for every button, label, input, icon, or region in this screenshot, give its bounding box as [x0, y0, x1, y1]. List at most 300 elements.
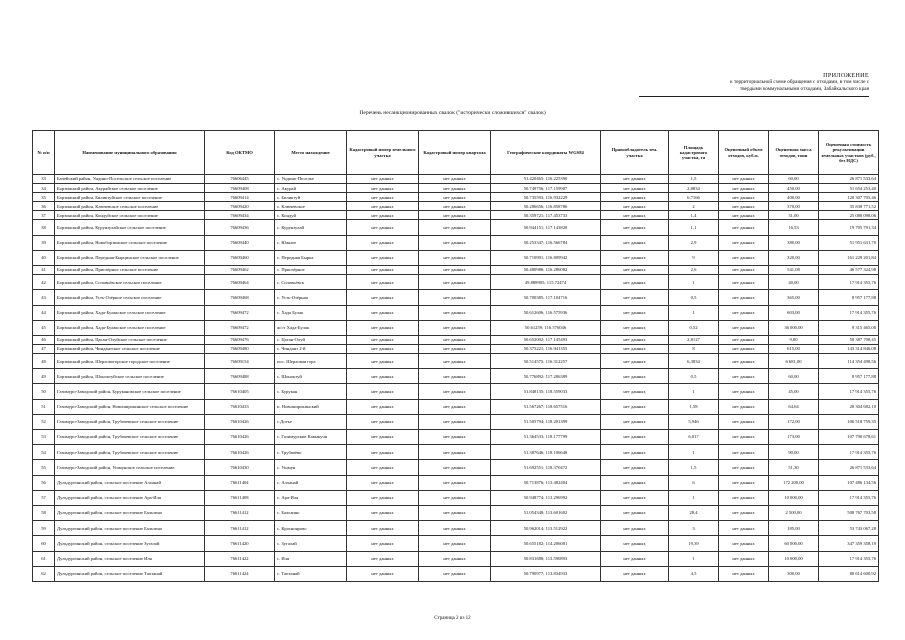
- coords-cell: 51.364533; 118.177799: [491, 430, 601, 445]
- coords-cell: 50.713876; 113.482404: [491, 475, 601, 490]
- volume-cell: нет данных: [719, 193, 769, 202]
- volume-cell: нет данных: [719, 445, 769, 460]
- location-cell: с. Ара-Иля: [275, 490, 347, 505]
- location-cell: с. Кондуй: [275, 211, 347, 220]
- mass-cell: 172 200,00: [769, 475, 819, 490]
- cost-cell: 25 080 098,06: [819, 211, 879, 220]
- location-cell: с.Догъе: [275, 414, 347, 429]
- owner-cell: нет данных: [601, 399, 669, 414]
- area-cell: 5,946: [669, 414, 719, 429]
- volume-cell: нет данных: [719, 430, 769, 445]
- cad-quarter-cell: нет данных: [419, 344, 491, 353]
- table-row: [33, 490, 879, 505]
- owner-cell: нет данных: [601, 384, 669, 399]
- row-number: 45: [33, 320, 55, 335]
- cad-quarter-cell: нет данных: [419, 475, 491, 490]
- oktmo-cell: 76610426: [205, 414, 275, 429]
- location-cell: с. Передняя Бырка: [275, 250, 347, 265]
- area-cell: 2,9: [669, 235, 719, 250]
- table-row: [33, 305, 879, 320]
- owner-cell: нет данных: [601, 490, 669, 505]
- cad-quarter-cell: нет данных: [419, 536, 491, 551]
- cost-cell: 17 914 355,76: [819, 384, 879, 399]
- location-cell: с. Акурай: [275, 184, 347, 193]
- row-number: 38: [33, 220, 55, 235]
- table-row: [33, 430, 879, 445]
- cost-cell: 106 518 759,35: [819, 414, 879, 429]
- owner-cell: нет данных: [601, 175, 669, 184]
- volume-cell: нет данных: [719, 290, 769, 305]
- volume-cell: нет данных: [719, 414, 769, 429]
- cad-quarter-cell: нет данных: [419, 460, 491, 475]
- table-body: [33, 175, 879, 582]
- mass-cell: 60,00: [769, 369, 819, 384]
- mass-cell: 6 681,00: [769, 354, 819, 369]
- coords-cell: 51.420465; 116.225390: [491, 175, 601, 184]
- header-num: № п/п: [33, 131, 55, 175]
- location-cell: с. Курунзулай: [275, 220, 347, 235]
- area-cell: 6,3834: [669, 354, 719, 369]
- volume-cell: нет данных: [719, 335, 769, 344]
- location-cell: с. Биликтуй: [275, 193, 347, 202]
- row-number: 39: [33, 235, 55, 250]
- volume-cell: нет данных: [719, 566, 769, 581]
- owner-cell: нет данных: [601, 566, 669, 581]
- table-row: [33, 175, 879, 184]
- cost-cell: 17 914 355,76: [819, 551, 879, 566]
- cad-quarter-cell: нет данных: [419, 184, 491, 193]
- location-cell: с. Южное: [275, 235, 347, 250]
- table-row: [33, 369, 879, 384]
- row-number: 49: [33, 369, 55, 384]
- table-row: [33, 320, 879, 335]
- row-number: 56: [33, 475, 55, 490]
- cost-cell: 508 767 703,58: [819, 505, 879, 520]
- oktmo-cell: 76610430: [205, 460, 275, 475]
- cost-cell: 107 790 678,61: [819, 430, 879, 445]
- volume-cell: нет данных: [719, 384, 769, 399]
- cad-parcel-cell: нет данных: [347, 490, 419, 505]
- location-cell: с. Таптанай: [275, 566, 347, 581]
- area-cell: 1,58: [669, 399, 719, 414]
- cad-quarter-cell: нет данных: [419, 505, 491, 520]
- table-row: [33, 235, 879, 250]
- oktmo-cell: 76610433: [205, 399, 275, 414]
- cad-parcel-cell: нет данных: [347, 445, 419, 460]
- cad-quarter-cell: нет данных: [419, 220, 491, 235]
- coords-cell: 51.692551; 118.370472: [491, 460, 601, 475]
- header-owner: Правообладатель зем. участка: [601, 131, 669, 175]
- oktmo-cell: 76609472: [205, 320, 275, 335]
- cad-quarter-cell: нет данных: [419, 414, 491, 429]
- owner-cell: нет данных: [601, 202, 669, 211]
- cost-cell: 347 359 358,19: [819, 536, 879, 551]
- volume-cell: нет данных: [719, 460, 769, 475]
- coords-cell: 50.735593; 116.932229: [491, 193, 601, 202]
- cad-parcel-cell: нет данных: [347, 475, 419, 490]
- oktmo-cell: 76609480: [205, 344, 275, 353]
- table-row: [33, 266, 879, 275]
- oktmo-cell: 76610426: [205, 445, 275, 460]
- header-location: Место нахождение: [275, 131, 347, 175]
- cad-parcel-cell: нет данных: [347, 460, 419, 475]
- volume-cell: нет данных: [719, 235, 769, 250]
- oktmo-cell: 76609468: [205, 290, 275, 305]
- row-number: 33: [33, 175, 55, 184]
- owner-cell: нет данных: [601, 460, 669, 475]
- area-cell: 1: [669, 384, 719, 399]
- table-row: [33, 202, 879, 211]
- table-header-row: [33, 131, 879, 175]
- municipality-cell: Борзинский район, Шерловогорское городское поселение: [55, 354, 205, 369]
- area-cell: 0,5: [669, 290, 719, 305]
- municipality-cell: Балейский район, Ундино-Посельское сельское поселение: [55, 175, 205, 184]
- table-caption: Перечень несанкционированных свалок ("исторически сложившихся" свалок): [359, 110, 546, 116]
- location-cell: с. Бурукан: [275, 384, 347, 399]
- cad-parcel-cell: нет данных: [347, 505, 419, 520]
- row-number: 47: [33, 344, 55, 353]
- area-cell: 1: [669, 305, 719, 320]
- location-cell: с. Ключевское: [275, 202, 347, 211]
- table-row: [33, 220, 879, 235]
- location-cell: с. Иля: [275, 551, 347, 566]
- owner-cell: нет данных: [601, 521, 669, 536]
- cad-quarter-cell: нет данных: [419, 430, 491, 445]
- row-number: 54: [33, 445, 55, 460]
- coords-cell: 50.359721; 117.453733: [491, 211, 601, 220]
- coords-cell: 50.710991; 116.809942: [491, 250, 601, 265]
- owner-cell: нет данных: [601, 290, 669, 305]
- location-cell: с. Трубачёво: [275, 445, 347, 460]
- row-number: 62: [33, 566, 55, 581]
- table-row: [33, 521, 879, 536]
- cad-quarter-cell: нет данных: [419, 290, 491, 305]
- oktmo-cell: 76611408: [205, 490, 275, 505]
- cad-quarter-cell: нет данных: [419, 275, 491, 290]
- appendix-line-2: твердыми коммунальными отходами, Забайкальского края: [739, 86, 869, 92]
- oktmo-cell: 76609460: [205, 250, 275, 265]
- row-number: 60: [33, 536, 55, 551]
- oktmo-cell: 76611424: [205, 566, 275, 581]
- row-number: 42: [33, 275, 55, 290]
- owner-cell: нет данных: [601, 369, 669, 384]
- oktmo-cell: 76609414: [205, 193, 275, 202]
- owner-cell: нет данных: [601, 250, 669, 265]
- area-cell: 1,1: [669, 220, 719, 235]
- mass-cell: 16,53: [769, 220, 819, 235]
- coords-cell: 51.505794; 118.201399: [491, 414, 601, 429]
- cad-parcel-cell: нет данных: [347, 344, 419, 353]
- municipality-cell: Борзинский район, Усть-Озёрное сельское поселение: [55, 290, 205, 305]
- municipality-cell: Дульдургинский район, сельское поселение Ара-Иля: [55, 490, 205, 505]
- table-row: [33, 536, 879, 551]
- cad-parcel-cell: нет данных: [347, 266, 419, 275]
- appendix-line-1: к территориальной схеме обращения с отходами, в том числе с: [730, 79, 869, 85]
- mass-cell: 370,00: [769, 202, 819, 211]
- cad-parcel-cell: нет данных: [347, 175, 419, 184]
- cad-quarter-cell: нет данных: [419, 266, 491, 275]
- oktmo-cell: 76609154: [205, 354, 275, 369]
- coords-cell: 50.790977; 113.834933: [491, 566, 601, 581]
- municipality-cell: Борзинский район, Акурайское сельское поселение: [55, 184, 205, 193]
- header-municipality: Наименование муниципального образования: [55, 131, 205, 175]
- oktmo-cell: 76609488: [205, 369, 275, 384]
- municipality-cell: Борзинский район, Передняя-Бырцинское сельское поселение: [55, 250, 205, 265]
- mass-cell: 40,00: [769, 275, 819, 290]
- cost-cell: 17 914 355,76: [819, 490, 879, 505]
- table-row: [33, 445, 879, 460]
- owner-cell: нет данных: [601, 475, 669, 490]
- owner-cell: нет данных: [601, 193, 669, 202]
- cad-parcel-cell: нет данных: [347, 305, 419, 320]
- cost-cell: 114 354 498,56: [819, 354, 879, 369]
- cost-cell: 35 838 771,52: [819, 202, 879, 211]
- coords-cell: 51.567267; 118.657516: [491, 399, 601, 414]
- coords-cell: 50.944151; 117.143828: [491, 220, 601, 235]
- coords-cell: 50.749756; 117.159907: [491, 184, 601, 193]
- header-mass: Оценочная масса отходов, тонн: [769, 131, 819, 175]
- location-cell: с. Хада Булак: [275, 305, 347, 320]
- owner-cell: нет данных: [601, 445, 669, 460]
- volume-cell: нет данных: [719, 175, 769, 184]
- coords-cell: 49.888905; 115.72474: [491, 275, 601, 290]
- municipality-cell: Борзинский район, Курунзулайское сельское поселение: [55, 220, 205, 235]
- cad-parcel-cell: нет данных: [347, 536, 419, 551]
- area-cell: 2: [669, 202, 719, 211]
- area-cell: 19,39: [669, 536, 719, 551]
- cad-quarter-cell: нет данных: [419, 399, 491, 414]
- area-cell: 2,8834: [669, 184, 719, 193]
- cost-cell: 28 304 682,10: [819, 399, 879, 414]
- row-number: 53: [33, 430, 55, 445]
- table-row: [33, 193, 879, 202]
- cad-parcel-cell: нет данных: [347, 551, 419, 566]
- municipality-cell: Газимуро-Заводский район, Ушмунское сельское поселение: [55, 460, 205, 475]
- area-cell: 2,8127: [669, 335, 719, 344]
- area-cell: 9: [669, 250, 719, 265]
- oktmo-cell: 76609420: [205, 202, 275, 211]
- municipality-cell: Борзинский район, Кондуйское сельское поселение: [55, 211, 205, 220]
- header-cad-quarter: Кадастровый номер квартала: [419, 131, 491, 175]
- mass-cell: 60,00: [769, 175, 819, 184]
- municipality-cell: Дульдургинский район, сельское поселение Зугалай: [55, 536, 205, 551]
- owner-cell: нет данных: [601, 505, 669, 520]
- area-cell: 3: [669, 521, 719, 536]
- mass-cell: 320,00: [769, 250, 819, 265]
- municipality-cell: Борзинский район, Хада-Булакское сельское поселение: [55, 320, 205, 335]
- oktmo-cell: 76611412: [205, 521, 275, 536]
- row-number: 41: [33, 266, 55, 275]
- owner-cell: нет данных: [601, 266, 669, 275]
- cad-parcel-cell: нет данных: [347, 220, 419, 235]
- cost-cell: 17 914 355,76: [819, 445, 879, 460]
- table-row: [33, 290, 879, 305]
- municipality-cell: Дульдургинский район, сельское поселение Бальзино: [55, 505, 205, 520]
- cad-parcel-cell: нет данных: [347, 320, 419, 335]
- municipality-cell: Газимуро-Заводский район, Новоширокинское сельское поселение: [55, 399, 205, 414]
- location-cell: с. Цаган-Олуй: [275, 335, 347, 344]
- mass-cell: 64,64: [769, 399, 819, 414]
- municipality-cell: Газимуро-Заводский район, Трубачевское сельское поселение: [55, 430, 205, 445]
- cad-parcel-cell: нет данных: [347, 250, 419, 265]
- appendix-block: [639, 72, 869, 97]
- mass-cell: 541,08: [769, 266, 819, 275]
- area-cell: 4,5: [669, 566, 719, 581]
- location-cell: ж/ст Хада-Булак: [275, 320, 347, 335]
- volume-cell: нет данных: [719, 344, 769, 353]
- header-oktmo: Код ОКТМО: [205, 131, 275, 175]
- volume-cell: нет данных: [719, 475, 769, 490]
- cad-parcel-cell: нет данных: [347, 521, 419, 536]
- location-cell: с. Ундино-Поселье: [275, 175, 347, 184]
- municipality-cell: Борзинский район, Чиндантское сельское поселение: [55, 344, 205, 353]
- table-row: [33, 335, 879, 344]
- row-number: 43: [33, 290, 55, 305]
- location-cell: с. Красноярово: [275, 521, 347, 536]
- cad-parcel-cell: нет данных: [347, 354, 419, 369]
- oktmo-cell: 76609462: [205, 266, 275, 275]
- cad-quarter-cell: нет данных: [419, 175, 491, 184]
- area-cell: 1,5: [669, 460, 719, 475]
- row-number: 59: [33, 521, 55, 536]
- cost-cell: 143 314 846,08: [819, 344, 879, 353]
- location-cell: с. Бальзино: [275, 505, 347, 520]
- cad-parcel-cell: нет данных: [347, 275, 419, 290]
- coords-cell: 51.387646; 118.106648: [491, 445, 601, 460]
- coords-cell: 50.514575; 116.312257: [491, 354, 601, 369]
- area-cell: 0,5: [669, 369, 719, 384]
- cad-quarter-cell: нет данных: [419, 445, 491, 460]
- row-number: 48: [33, 354, 55, 369]
- oktmo-cell: 76609440: [205, 235, 275, 250]
- dumps-table: [32, 130, 879, 582]
- volume-cell: нет данных: [719, 490, 769, 505]
- cad-quarter-cell: нет данных: [419, 490, 491, 505]
- area-cell: 1: [669, 275, 719, 290]
- cost-cell: 120 307 705,46: [819, 193, 879, 202]
- location-cell: с. Шоноктуй: [275, 369, 347, 384]
- municipality-cell: Борзинский район, Новоборзинское сельское поселение: [55, 235, 205, 250]
- municipality-cell: Газимуро-Заводский район, Бурукановское сельское поселение: [55, 384, 205, 399]
- mass-cell: 185,00: [769, 521, 819, 536]
- volume-cell: нет данных: [719, 184, 769, 193]
- area-cell: 8: [669, 344, 719, 353]
- cost-cell: 9 315 465,00: [819, 320, 879, 335]
- cost-cell: 51 951 631,70: [819, 235, 879, 250]
- owner-cell: нет данных: [601, 430, 669, 445]
- mass-cell: 173,00: [769, 430, 819, 445]
- oktmo-cell: 76611420: [205, 536, 275, 551]
- volume-cell: нет данных: [719, 505, 769, 520]
- cad-quarter-cell: нет данных: [419, 521, 491, 536]
- cost-cell: 46 577 324,98: [819, 266, 879, 275]
- page-footer: Страница 2 из 12: [434, 616, 471, 621]
- mass-cell: 2 500,00: [769, 505, 819, 520]
- cad-quarter-cell: нет данных: [419, 211, 491, 220]
- coords-cell: 50.655182; 114.206081: [491, 536, 601, 551]
- row-number: 51: [33, 399, 55, 414]
- volume-cell: нет данных: [719, 220, 769, 235]
- header-cad-parcel: Кадастровый номер земельного участка: [347, 131, 419, 175]
- cad-quarter-cell: нет данных: [419, 369, 491, 384]
- mass-cell: 9,00: [769, 335, 819, 344]
- mass-cell: 10 000,00: [769, 551, 819, 566]
- municipality-cell: Борзинский район, Хада-Булакское сельское поселение: [55, 305, 205, 320]
- cost-cell: 19 705 791,34: [819, 220, 879, 235]
- owner-cell: нет данных: [601, 344, 669, 353]
- table-row: [33, 184, 879, 193]
- area-cell: 1: [669, 490, 719, 505]
- mass-cell: 90,00: [769, 445, 819, 460]
- cad-parcel-cell: нет данных: [347, 430, 419, 445]
- cad-quarter-cell: нет данных: [419, 384, 491, 399]
- coords-cell: 51.054348; 113.601602: [491, 505, 601, 520]
- volume-cell: нет данных: [719, 320, 769, 335]
- cad-parcel-cell: нет данных: [347, 290, 419, 305]
- area-cell: 6: [669, 475, 719, 490]
- cost-cell: 107 486 134,56: [819, 475, 879, 490]
- oktmo-cell: 76611412: [205, 505, 275, 520]
- volume-cell: нет данных: [719, 369, 769, 384]
- row-number: 46: [33, 335, 55, 344]
- owner-cell: нет данных: [601, 305, 669, 320]
- mass-cell: 60 000,00: [769, 536, 819, 551]
- municipality-cell: Дульдургинский район, сельское поселение Алханай: [55, 475, 205, 490]
- location-cell: с. Усть-Озёрная: [275, 290, 347, 305]
- appendix-rule: [639, 96, 869, 97]
- coords-cell: 50.286656; 116.858786: [491, 202, 601, 211]
- mass-cell: 400,00: [769, 193, 819, 202]
- cad-parcel-cell: нет данных: [347, 235, 419, 250]
- table-row: [33, 354, 879, 369]
- header-coords: Географические координаты WGS84: [491, 131, 601, 175]
- cad-parcel-cell: нет данных: [347, 184, 419, 193]
- cad-parcel-cell: нет данных: [347, 399, 419, 414]
- mass-cell: 31,00: [769, 211, 819, 220]
- municipality-cell: Борзинский район, Цаган-Олуйское сельское поселение: [55, 335, 205, 344]
- oktmo-cell: 76609408: [205, 184, 275, 193]
- cad-quarter-cell: нет данных: [419, 235, 491, 250]
- row-number: 44: [33, 305, 55, 320]
- municipality-cell: Дульдургинский район, сельское поселение Бальзино: [55, 521, 205, 536]
- coords-cell: 50.652002; 117.145493: [491, 335, 601, 344]
- row-number: 57: [33, 490, 55, 505]
- row-number: 61: [33, 551, 55, 566]
- table-row: [33, 505, 879, 520]
- volume-cell: нет данных: [719, 275, 769, 290]
- owner-cell: нет данных: [601, 184, 669, 193]
- owner-cell: нет данных: [601, 354, 669, 369]
- oktmo-cell: 76606445: [205, 175, 275, 184]
- location-cell: п. Новоширокинский: [275, 399, 347, 414]
- table-row: [33, 250, 879, 265]
- coords-cell: 50.948774; 113.296992: [491, 490, 601, 505]
- owner-cell: нет данных: [601, 275, 669, 290]
- volume-cell: нет данных: [719, 250, 769, 265]
- row-number: 58: [33, 505, 55, 520]
- table-row: [33, 275, 879, 290]
- municipality-cell: Газимуро-Заводский район, Трубачевское сельское поселение: [55, 414, 205, 429]
- volume-cell: нет данных: [719, 305, 769, 320]
- mass-cell: 172,00: [769, 414, 819, 429]
- volume-cell: нет данных: [719, 211, 769, 220]
- oktmo-cell: 76610426: [205, 430, 275, 445]
- coords-cell: 50.480986; 116.286082: [491, 266, 601, 275]
- owner-cell: нет данных: [601, 320, 669, 335]
- coords-cell: 50.700385; 117.104716: [491, 290, 601, 305]
- coords-cell: 50.962014; 113.512922: [491, 521, 601, 536]
- location-cell: с. Соловьёвск: [275, 275, 347, 290]
